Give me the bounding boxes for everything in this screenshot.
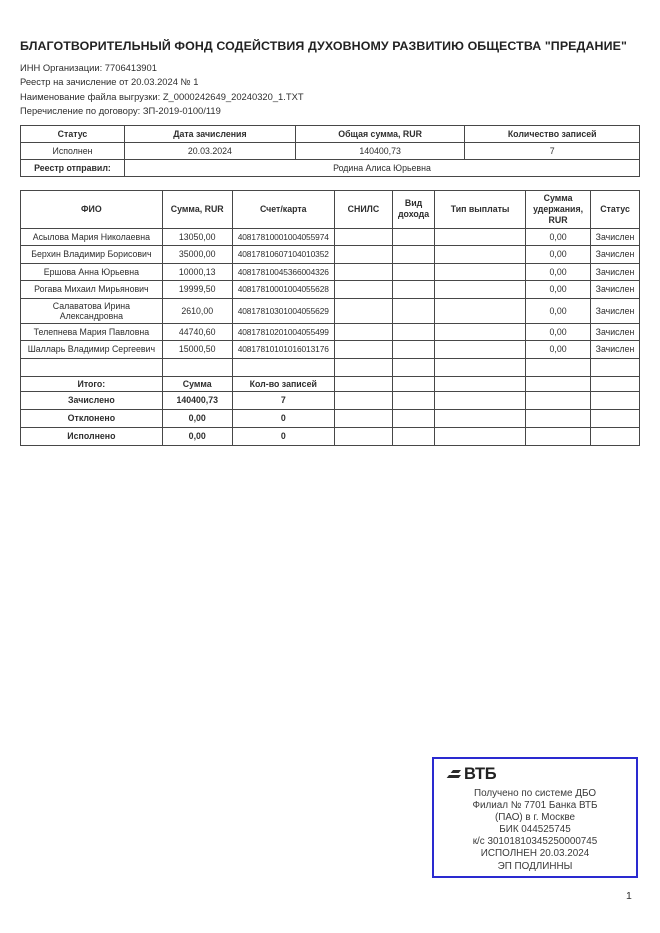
empty-cell — [393, 427, 435, 445]
withholding-cell: 0,00 — [526, 281, 591, 299]
payment-type-cell — [435, 281, 526, 299]
empty-cell — [591, 409, 640, 427]
totals-row-label: Исполнено — [21, 427, 163, 445]
vtb-logo — [447, 765, 636, 783]
totals-label: Итого: — [21, 376, 163, 391]
empty-cell — [435, 427, 526, 445]
status-cell: Зачислен — [591, 323, 640, 341]
totals-row-amount: 0,00 — [162, 409, 232, 427]
totals-row-rejected — [21, 409, 640, 427]
empty-cell — [435, 376, 526, 391]
payments-table — [20, 190, 640, 446]
account-cell: 40817810201004055499 — [232, 323, 334, 341]
payment-type-cell — [435, 228, 526, 246]
register-summary-table — [20, 125, 640, 177]
payment-row — [21, 246, 640, 264]
snils-cell — [334, 298, 392, 323]
income-type-header: Вид дохода — [393, 190, 435, 228]
stamp-line: Филиал № 7701 Банка ВТБ — [472, 800, 598, 812]
page-number: 1 — [626, 890, 632, 902]
empty-cell — [591, 358, 640, 376]
stamp-line: БИК 044525745 — [499, 824, 571, 836]
payee-name-cell: Асылова Мария Николаевна — [21, 228, 163, 246]
inn-line: ИНН Организации: 7706413901 — [20, 62, 157, 73]
empty-cell — [393, 376, 435, 391]
summary-total-value: 140400,73 — [295, 142, 465, 159]
payment-type-cell — [435, 298, 526, 323]
withholding-cell: 0,00 — [526, 228, 591, 246]
empty-cell — [526, 409, 591, 427]
income-type-cell — [393, 298, 435, 323]
payment-row — [21, 263, 640, 281]
summary-sender-row — [21, 159, 640, 176]
account-cell: 40817810301004055629 — [232, 298, 334, 323]
totals-count-header: Кол-во записей — [232, 376, 334, 391]
amount-cell: 10000,13 — [162, 263, 232, 281]
payment-row — [21, 228, 640, 246]
income-type-cell — [393, 341, 435, 359]
vtb-wing-icon — [447, 768, 462, 781]
status-cell: Зачислен — [591, 298, 640, 323]
payment-row — [21, 323, 640, 341]
spacer-row — [21, 358, 640, 376]
status-cell: Зачислен — [591, 246, 640, 264]
empty-cell — [393, 409, 435, 427]
amount-cell: 19999,50 — [162, 281, 232, 299]
empty-cell — [334, 427, 392, 445]
payment-row — [21, 341, 640, 359]
status-cell: Зачислен — [591, 341, 640, 359]
payee-name-cell: Телепнева Мария Павловна — [21, 323, 163, 341]
summary-total-header: Общая сумма, RUR — [295, 125, 465, 142]
totals-row-amount: 0,00 — [162, 427, 232, 445]
empty-cell — [334, 358, 392, 376]
payment-type-cell — [435, 341, 526, 359]
summary-header-row — [21, 125, 640, 142]
snils-cell — [334, 281, 392, 299]
income-type-cell — [393, 246, 435, 264]
withholding-header: Сумма удержания, RUR — [526, 190, 591, 228]
payee-name-cell: Ершова Анна Юрьевна — [21, 263, 163, 281]
totals-header-row — [21, 376, 640, 391]
summary-count-header: Количество записей — [465, 125, 640, 142]
stamp-line: (ПАО) в г. Москве — [494, 812, 576, 824]
empty-cell — [526, 391, 591, 409]
empty-cell — [334, 376, 392, 391]
amount-header: Сумма, RUR — [162, 190, 232, 228]
sender-label: Реестр отправил: — [21, 159, 125, 176]
status-cell: Зачислен — [591, 263, 640, 281]
payment-row — [21, 281, 640, 299]
amount-cell: 15000,50 — [162, 341, 232, 359]
totals-amount-header: Сумма — [162, 376, 232, 391]
totals-row-label: Отклонено — [21, 409, 163, 427]
summary-date-header: Дата зачисления — [124, 125, 295, 142]
empty-cell — [526, 358, 591, 376]
empty-cell — [591, 391, 640, 409]
amount-cell: 35000,00 — [162, 246, 232, 264]
account-cell: 40817810101016013176 — [232, 341, 334, 359]
totals-row-amount: 140400,73 — [162, 391, 232, 409]
snils-cell — [334, 228, 392, 246]
income-type-cell — [393, 263, 435, 281]
empty-cell — [232, 358, 334, 376]
status-cell: Зачислен — [591, 228, 640, 246]
empty-cell — [334, 391, 392, 409]
totals-row-count: 7 — [232, 391, 334, 409]
payment-row — [21, 298, 640, 323]
empty-cell — [591, 376, 640, 391]
payee-name-cell: Шалларь Владимир Сергеевич — [21, 341, 163, 359]
account-cell: 40817810001004055974 — [232, 228, 334, 246]
stamp-line: Получено по системе ДБО — [473, 788, 597, 799]
withholding-cell: 0,00 — [526, 341, 591, 359]
amount-cell: 2610,00 — [162, 298, 232, 323]
empty-cell — [334, 409, 392, 427]
file-name-line: Наименование файла выгрузки: Z_0000242649_20240320_1.TXT — [20, 90, 304, 102]
empty-cell — [526, 376, 591, 391]
account-cell: 40817810045366004326 — [232, 263, 334, 281]
totals-row-executed — [21, 427, 640, 445]
document-info — [20, 61, 640, 119]
register-line: Реестр на зачисление от 20.03.2024 № 1 — [20, 76, 199, 88]
account-cell: 40817810607104010352 — [232, 246, 334, 264]
sender-name: Родина Алиса Юрьевна — [124, 159, 639, 176]
payment-type-cell — [435, 263, 526, 281]
empty-cell — [591, 427, 640, 445]
account-header: Счет/карта — [232, 190, 334, 228]
empty-cell — [21, 358, 163, 376]
summary-values-row — [21, 142, 640, 159]
empty-cell — [435, 409, 526, 427]
withholding-cell: 0,00 — [526, 263, 591, 281]
snils-cell — [334, 341, 392, 359]
income-type-cell — [393, 323, 435, 341]
payment-type-cell — [435, 323, 526, 341]
payments-header-row — [21, 190, 640, 228]
empty-cell — [162, 358, 232, 376]
stamp-text — [434, 788, 636, 873]
contract-line: Перечисление по договору: ЗП-2019-0100/119 — [20, 105, 221, 117]
empty-cell — [526, 427, 591, 445]
stamp-line: ИСПОЛНЕН 20.03.2024 — [480, 848, 590, 860]
page-title: БЛАГОТВОРИТЕЛЬНЫЙ ФОНД СОДЕЙСТВИЯ ДУХОВНОМУ РАЗВИТИЮ ОБЩЕСТВА "ПРЕДАНИЕ" — [20, 39, 627, 53]
payment-type-cell — [435, 246, 526, 264]
totals-row-credited — [21, 391, 640, 409]
totals-row-count: 0 — [232, 427, 334, 445]
bank-stamp — [432, 757, 638, 878]
payment-type-header: Тип выплаты — [435, 190, 526, 228]
summary-count-value: 7 — [465, 142, 640, 159]
empty-cell — [393, 391, 435, 409]
account-cell: 40817810001004055628 — [232, 281, 334, 299]
payee-name-cell: Рогава Михаил Мирьянович — [21, 281, 163, 299]
snils-cell — [334, 323, 392, 341]
payee-name-cell: Салаватова Ирина Александровна — [21, 298, 163, 323]
income-type-cell — [393, 281, 435, 299]
totals-row-label: Зачислено — [21, 391, 163, 409]
amount-cell: 44740,60 — [162, 323, 232, 341]
stamp-line: ЭП ПОДЛИННЫ — [497, 860, 573, 872]
snils-cell — [334, 246, 392, 264]
withholding-cell: 0,00 — [526, 246, 591, 264]
empty-cell — [435, 391, 526, 409]
empty-cell — [435, 358, 526, 376]
status-header: Статус — [591, 190, 640, 228]
status-cell: Зачислен — [591, 281, 640, 299]
summary-status-value: Исполнен — [21, 142, 125, 159]
snils-cell — [334, 263, 392, 281]
stamp-line: к/с 30101810345250000745 — [472, 836, 598, 848]
fio-header: ФИО — [21, 190, 163, 228]
withholding-cell: 0,00 — [526, 298, 591, 323]
totals-row-count: 0 — [232, 409, 334, 427]
withholding-cell: 0,00 — [526, 323, 591, 341]
income-type-cell — [393, 228, 435, 246]
amount-cell: 13050,00 — [162, 228, 232, 246]
empty-cell — [393, 358, 435, 376]
snils-header: СНИЛС — [334, 190, 392, 228]
summary-status-header: Статус — [21, 125, 125, 142]
vtb-logo-text: ВТБ — [464, 764, 497, 783]
payee-name-cell: Берхин Владимир Борисович — [21, 246, 163, 264]
summary-date-value: 20.03.2024 — [124, 142, 295, 159]
